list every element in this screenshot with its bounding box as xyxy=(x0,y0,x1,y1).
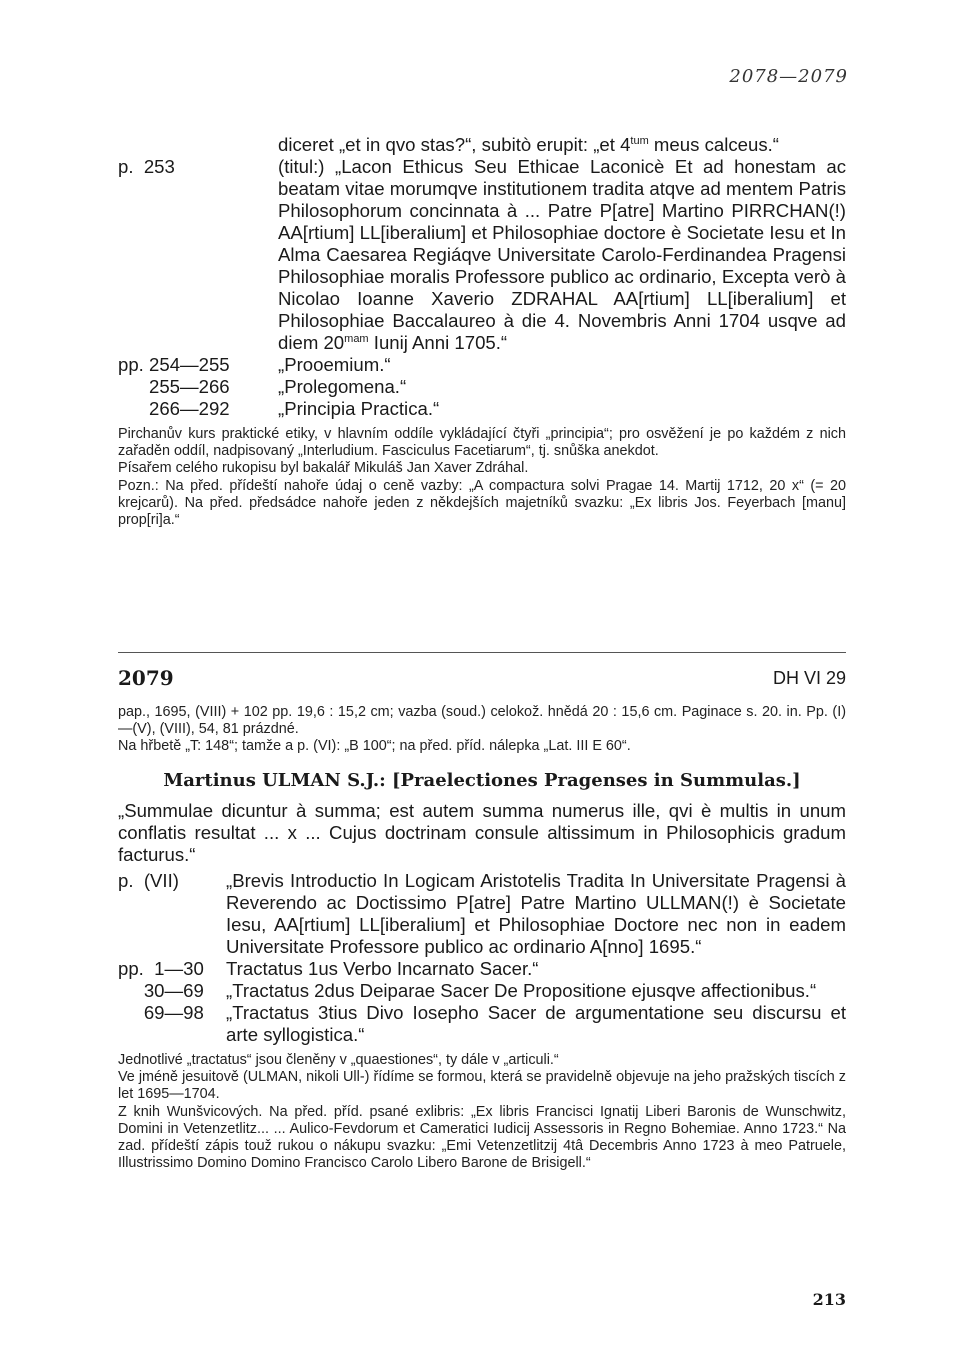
note: Pozn.: Na před. přídeští nahoře údaj o ceně vazby: „A compactura solvi Pragae 14. Martij 1712, 20 x“ (= 20 krejcarů). Na před. předsádce nahoře jeden z někdejších majetníků svazku: „Ex libris Jos. Feyerbach [manu] prop[ri]a.“ xyxy=(118,477,846,529)
motto: „Summulae dicuntur à summa; est autem summa numerus ille, qvi è multis in unum conflatis resultat ... x ... Cujus doctrinam consule altissimum in Philosophicis gradum facturus.“ xyxy=(118,800,846,865)
running-head: 2078—2079 xyxy=(729,66,848,87)
page-ref: 255—266 xyxy=(118,376,230,397)
entry-2079-contents xyxy=(118,800,846,1172)
page-ref xyxy=(118,134,278,156)
note: Pirchanův kurs praktické etiky, v hlavním oddíle vykládající čtyři „principia“; pro osvěžení je po každém z nich zařaděn oddíl, nadpisovaný „Interludium. Fasciculus Facetiarum“, tj. snůška anekdot. xyxy=(118,426,846,460)
shelf-mark: DH VI 29 xyxy=(772,668,846,688)
content-text: „Brevis Introductio In Logicam Aristotelis Tradita In Universitate Pragensi à Reverendo ac Doctissimo P[atre] Patre Martino ULLMAN(!) è Societate Iesu, AA[rtium] LL[iberalium] et Philosophiae Doctore nec non in eadem Universitate Professore publico ac ordinario A[nno] 1695.“ xyxy=(226,870,846,957)
content-line xyxy=(118,870,846,958)
content-text: „Tractatus 3tius Divo Iosepho Sacer de argumentatione seu discursu et arte syllogistica.“ xyxy=(226,1002,846,1045)
content-text: „Tractatus 2dus Deiparae Sacer De Propositione ejusqve affectionibus.“ xyxy=(226,980,817,1001)
note: Písařem celého rukopisu byl bakalář Mikuláš Jan Xaver Zdráhal. xyxy=(118,460,529,477)
page-ref: 30—69 xyxy=(118,980,209,1001)
content-line xyxy=(118,980,846,1002)
content-text: „Prolegomena.“ xyxy=(278,376,407,397)
divider xyxy=(118,652,846,653)
content-line xyxy=(118,376,846,398)
note: Z knih Wunšvicových. Na před. příd. psané exlibris: „Ex libris Francisci Ignatij Liberi Baronis de Wunschwitz, Domini in Vetenzetlitz... ... Aulico-Fevdorum et Cameratici Iudicij Assessoris in Regno Bohemiae. Anno 1723.“ Na zad. přídeští zápis touž rukou o nákupu svazku: „Emi Vetenzetlitzij 4tâ Decembris Anno 1723 à meo Patruele, Illustrissimo Domino Domino Francisco Carolo Libero Barone de Brisigell.“ xyxy=(118,1103,846,1172)
content-line xyxy=(118,156,846,354)
entry-number: 2079 xyxy=(118,666,174,690)
content-line xyxy=(118,398,846,420)
content-line xyxy=(118,1002,846,1046)
page-ref: pp. 254—255 xyxy=(118,354,230,375)
content-line xyxy=(118,958,846,980)
content-text: diceret „et in qvo stas?“, subitò erupit: „et $4^{tum}$ meus calceus.“ xyxy=(278,134,779,155)
note: Ve jméně jesuitově (ULMAN, nikoli Ull-) řídíme se formou, která se pravidelně objevuje na jeho pražských tiscích z let 1695—1704. xyxy=(118,1069,846,1103)
content-text: Tractatus 1us Verbo Incarnato Sacer.“ xyxy=(226,958,539,979)
page-number: 213 xyxy=(812,1290,846,1309)
page-ref: p. (VII) xyxy=(118,870,185,891)
entry-2078-contents xyxy=(118,134,846,529)
note: Jednotlivé „tractatus“ jsou členěny v „quaestiones“, ty dále v „articuli.“ xyxy=(118,1052,559,1068)
page-ref: pp. 1—30 xyxy=(118,958,209,979)
description-text: Na hřbetě „T: 148“; tamže a p. (VI): „B 100“; na před. příd. nálepka „Lat. III E 60“. xyxy=(118,738,631,755)
physical-description xyxy=(118,704,846,756)
content-text: „Principia Practica.“ xyxy=(278,398,440,419)
content-line xyxy=(118,134,846,156)
content-text: (titul:) „Lacon Ethicus Seu Ethicae Laconicè Et ad honestam ac beatam vitae morumqve institutionem tradita atqve ad mentem Patris Philosophorum concinnata à ... Patre P[atre] Martino PIRRCHAN(!) AA[rtium] LL[iberalium] et Philosophiae doctore è Societate Iesu et In Alma Caesarea Regiáqve Universitate Carolo-Ferdinandea Pragensi Philosophiae moralis Professore publico ac ordinario, Excepta verò à Nicolao Ioanne Xaverio ZDRAHAL AA[rtium] LL[iberalium] et Philosophiae Baccalaureo à die 4. Novembris Anni 1704 usqve ad diem $20^{mam}$ Iunij Anni 1705.“ xyxy=(278,156,846,353)
content-line xyxy=(118,354,846,376)
page-ref: p. 253 xyxy=(118,156,175,177)
page-ref: 266—292 xyxy=(118,398,230,419)
description-text: pap., 1695, (VIII) + 102 pp. 19,6 : 15,2 cm; vazba (soud.) celokož. hnědá 20 : 15,6 cm. Paginace s. 20. in. Pp. (I)—(V), (VIII), 54, 81 prázdné. xyxy=(118,704,846,738)
content-text: „Prooemium.“ xyxy=(278,354,391,375)
entry-heading: Martinus ULMAN S.J.: [Praelectiones Pragenses in Summulas.] xyxy=(163,770,801,791)
page-ref: 69—98 xyxy=(118,1002,209,1023)
